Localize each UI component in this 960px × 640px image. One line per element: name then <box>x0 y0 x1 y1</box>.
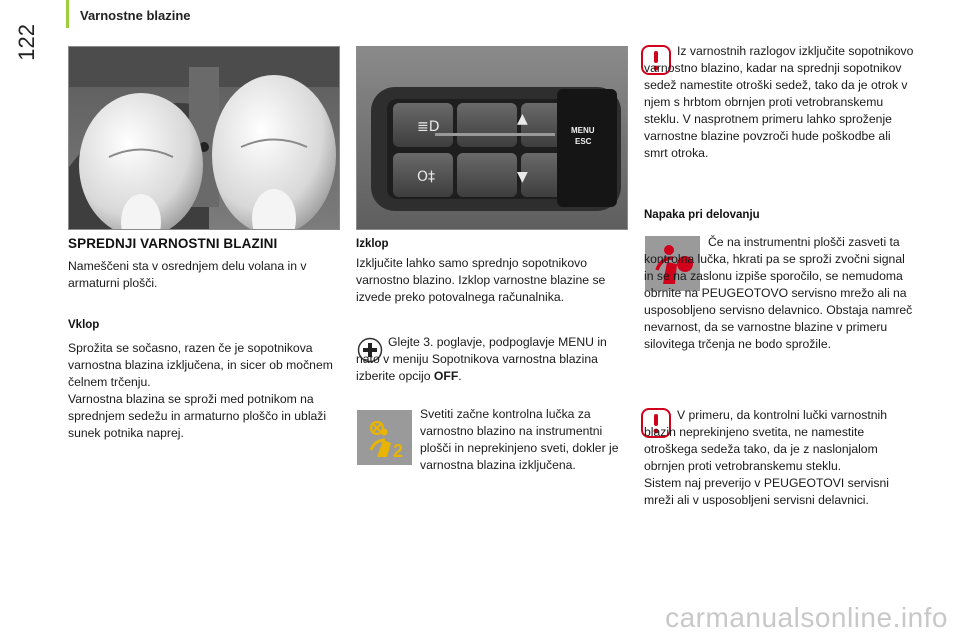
switch-panel-photo <box>356 46 628 230</box>
malfunction-body: Če na instrumentni plošči zasveti ta kontrolna lučka, hkrati pa se sproži zvočni signal in se na zaslonu izpiše sporočilo, se nemudoma obrnite na PEUGEOTOVO servisno mrežo ali na usposobljeno servisno delavnico. Obstaja namreč nevarnost, da se varnostne blazine v primeru silovitega trčenja ne bodo sprožile. <box>644 235 913 351</box>
svg-text:▲: ▲ <box>517 111 528 127</box>
warning-lamps-check: Sistem naj preverijo v PEUGEOTOVI servisni mreži ali v usposobljeni servisni delavnici. <box>644 476 889 507</box>
activation-body-1: Sprožita se sočasno, razen če je sopotnikova varnostna blazina izključena, in sicer ob močnem čelnem trčenju. <box>68 341 333 389</box>
deactivation-subheading: Izklop <box>356 238 389 250</box>
airbags-intro: Nameščeni sta v osrednjem delu volana in v armaturni plošči. <box>68 259 307 290</box>
page-number: 122 <box>14 24 39 61</box>
svg-text:≣D: ≣D <box>417 119 440 135</box>
airbags-photo <box>68 46 340 230</box>
info-note: Glejte 3. poglavje, podpoglavje MENU in nato v meniju Sopotnikova varnostna blazina izberite opcijo OFF. <box>356 335 607 383</box>
section-title: Varnostne blazine <box>80 8 191 23</box>
panel-menu-label: MENU <box>571 126 595 135</box>
activation-subheading: Vklop <box>68 319 100 331</box>
warning-lamps-lit: V primeru, da kontrolni lučki varnostnih blazin neprekinjeno svetita, ne namestite otroškega sedeža tako, da je z naslonjalom obrnjen proti vetrobranskemu steklu. <box>644 408 887 473</box>
activation-body-2: Varnostna blazina se sproži med potnikom na sprednjem sedežu in armaturno ploščo in ublaži sunek potnika naprej. <box>68 392 327 440</box>
malfunction-subheading: Napaka pri delovanju <box>644 209 760 221</box>
panel-esc-label: ESC <box>575 137 592 146</box>
watermark: carmanualsonline.info <box>665 602 948 633</box>
deactivation-body: Izključite lahko samo sprednjo sopotnikovo varnostno blazino. Izklop varnostne blazine se izvede preko potovalnega računalnika. <box>356 256 606 304</box>
airbag-off-lamp-icon <box>357 410 412 465</box>
airbags-heading: SPREDNJI VARNOSTNI BLAZINI <box>68 236 278 251</box>
warning-child-seat: Iz varnostnih razlogov izključite sopotnikovo varnostno blazino, kadar na sprednji sopotnikov sedež namestite otroški sedež, tako da je otrok v njem s hrbtom obrnjen proti vetrobranskemu steklu. V nasprotnem primeru lahko sproženje varnostne blazine povzroči hude poškodbe ali smrt otroka. <box>644 44 914 160</box>
section-accent-bar <box>66 0 69 28</box>
lamp-description: Svetiti začne kontrolna lučka za varnostno blazino na instrumentni plošči in neprekinjeno sveti, dokler je varnostna blazina izključena. <box>420 407 619 472</box>
svg-text:O‡: O‡ <box>417 169 436 185</box>
lamp-digit: 2 <box>393 441 404 461</box>
svg-text:▼: ▼ <box>517 169 528 185</box>
